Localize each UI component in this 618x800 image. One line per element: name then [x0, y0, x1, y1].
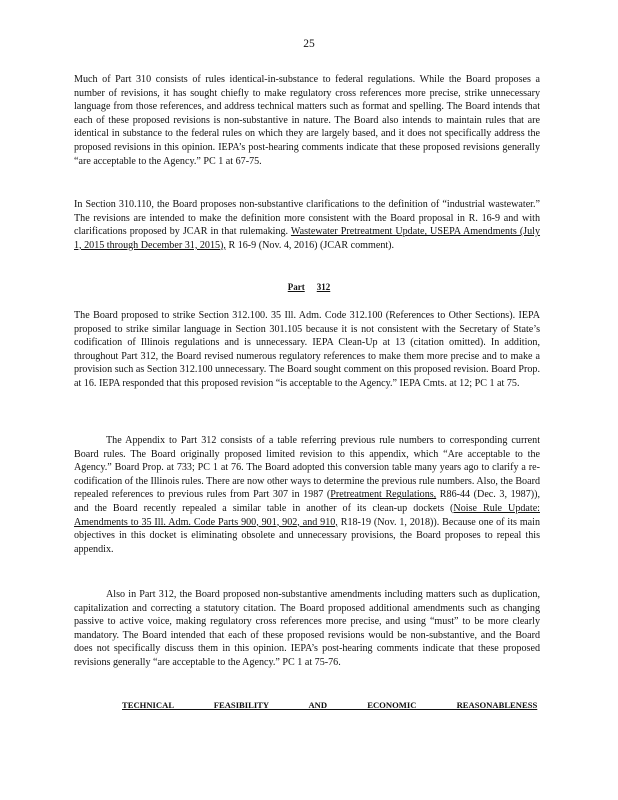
paragraph-text: In Section 310.110, the Board proposes non-substantive clarifications to the definition of “industrial wastewater.” The revisions are intended to make the definition more consistent with the Board proposal in R. 16-9 and with clarifications proposed by JCAR in that rulemaking. — [74, 199, 540, 238]
paragraph-text: R 16-9 (Nov. 4, 2016) (JCAR comment). — [225, 239, 395, 251]
paragraph-section-312-100: The Board proposed to strike Section 312.100. 35 Ill. Adm. Code 312.100 (References to Other Sections). IEPA proposed to strike similar language in Section 301.105 because it is not consistent with the Secretary of State’s codification of Illinois regulations and is unnecessary. IEPA Clean-Up at 13 (citation omitted). In addition, throughout Part 312, the Board revised numerous regulatory references to make them more precise and to make a provision such as Section 312.100 unnecessary. The Board sought comment on this proposed revision. Board Prop. at 16. IEPA responded that this proposed revision “is acceptable to the Agency.” IEPA Cmts. at 12; PC 1 at 75. — [74, 310, 540, 389]
paragraph-text: R18-19 (Nov. 1, 2018)). Because one of its main objectives in this docket is eliminating obsolete and unnecessary provisions, the Board proposes to repeal this appendix. — [74, 516, 541, 555]
paragraph-text: R86-44 (Dec. 3, 1987)), and the Board recently repealed a similar table in another of its clean-up dockets ( — [74, 489, 541, 514]
section-heading-part-312 — [0, 282, 618, 292]
page-number: 25 — [303, 38, 315, 50]
heading-number: 312 — [316, 282, 331, 292]
heading-label: Part — [287, 282, 305, 292]
case-citation: Noise Rule Update: Amendments to 35 Ill. Adm. Code Parts 900, 901, 902, and 910, — [74, 502, 540, 528]
case-citation: Pretreatment Regulations, — [330, 489, 437, 501]
paragraph-part-310-overview: Much of Part 310 consists of rules identical-in-substance to federal regulations. While the Board proposes a number of revisions, it has sought chiefly to make regulatory cross references more precise, strike unnecessary language from those references, and address technical matters such as format and spelling. The Board intends that each of these proposed revisions is non-substantive in nature. The Board also intends to maintain rules that are identical in substance to the federal rules on which they are largely based, and it does not specifically address the proposed revisions in this opinion. IEPA’s post-hearing comments indicate that these proposed revisions generally “are acceptable to the Agency.” PC 1 at 67-75. — [74, 74, 540, 167]
paragraph-appendix-part-312 — [74, 434, 540, 556]
paragraph-part-312-amendments: Also in Part 312, the Board proposed non-substantive amendments including matters such as duplication, capitalization and correcting a statutory citation. The Board proposed additional amendments such as changing passive to active voice, making regulatory cross references more precise, and using “must” to be more clearly mandatory. The Board intended that each of these proposed revisions would be non-substantive, and the Board does not specifically discuss them in this opinion. IEPA’s post-hearing comments indicate that these proposed revisions generally “are acceptable to the Agency.” PC 1 at 75-76. — [74, 589, 540, 668]
section-heading-technical-feasibility: TECHNICAL FEASIBILITY AND ECONOMIC REASONABLENESS — [122, 700, 538, 710]
paragraph-text: The Appendix to Part 312 consists of a table referring previous rule numbers to corresponding current Board rules. The Board originally proposed limited revision to this appendix, which “Are acceptable to the Agency.” Board Prop. at 733; PC 1 at 76. The Board adopted this conversion table many years ago to clarify a re-codification of the Illinois rules. There are now other ways to determine the previous rule numbers. Also, the Board repealed references to previous rules from Part 307 in 1987 ( — [74, 435, 540, 501]
paragraph-section-310-110 — [74, 198, 540, 252]
case-citation: Wastewater Pretreatment Update, USEPA Amendments (July 1, 2015 through December 31, 2015), — [74, 226, 541, 251]
